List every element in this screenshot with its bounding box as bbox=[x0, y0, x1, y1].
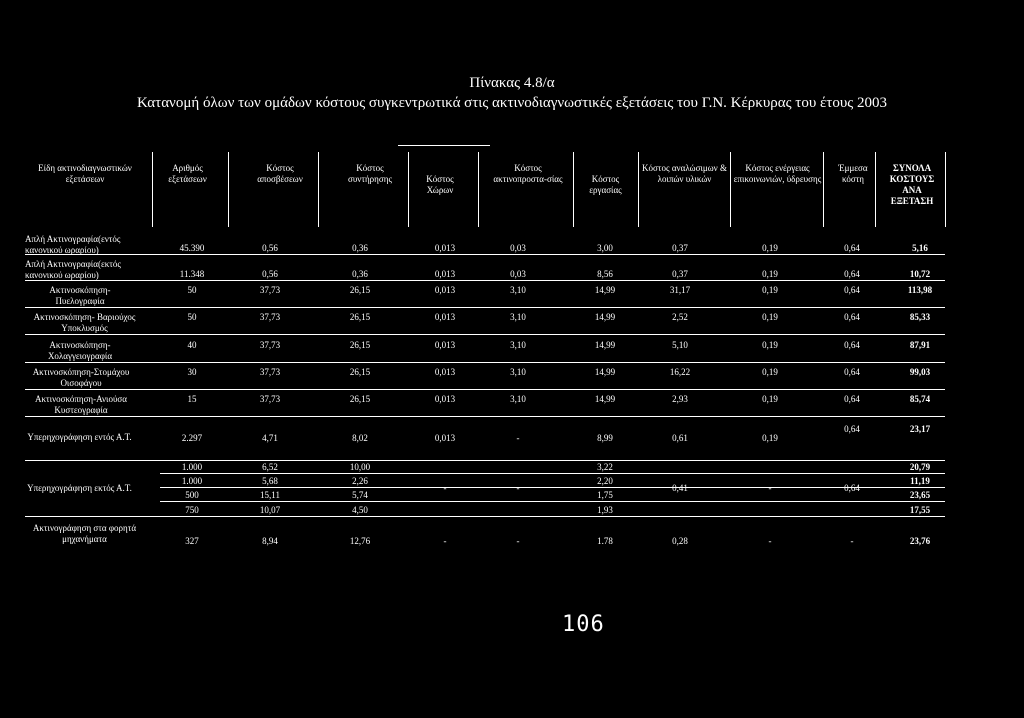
table-cell: 0,013 bbox=[434, 269, 456, 279]
table-cell: 17,55 bbox=[909, 505, 931, 515]
divider bbox=[160, 473, 945, 474]
table-cell: 15,11 bbox=[260, 490, 280, 500]
row-label: Υπερηχογράφηση εκτός Α.Τ. bbox=[27, 483, 132, 493]
table-cell: 0,013 bbox=[434, 433, 456, 443]
divider bbox=[398, 145, 490, 146]
header-depreciation: Κόστος αποσβέσεων bbox=[257, 163, 303, 184]
header-labor: Κόστος εργασίας bbox=[589, 174, 622, 195]
table-cell: 5,74 bbox=[352, 490, 368, 500]
row-label: Ακτινοσκόπηση- Χολαγγειογραφία bbox=[47, 340, 113, 361]
table-cell: 3,00 bbox=[597, 243, 613, 253]
table-cell: 8,94 bbox=[262, 536, 278, 546]
table-cell: - bbox=[516, 483, 520, 493]
header-totals: ΣΥΝΟΛΑ ΚΟΣΤΟΥΣ ΑΝΑ ΕΞΕΤΑΣΗ bbox=[889, 163, 935, 206]
row-label: Ακτινοσκόπηση- Πυελογραφία bbox=[49, 285, 111, 306]
header-consumables: Κόστος αναλώσιμων & λοιπών υλικών bbox=[642, 163, 727, 184]
table-cell: 2,52 bbox=[672, 312, 688, 322]
table-cell: 0,013 bbox=[434, 285, 456, 295]
table-cell: 0,37 bbox=[672, 269, 688, 279]
table-cell: 15 bbox=[187, 394, 197, 404]
table-cell: 37,73 bbox=[259, 394, 281, 404]
table-cell: - bbox=[516, 536, 520, 546]
table-cell: 99,03 bbox=[909, 367, 931, 377]
table-cell: 5,10 bbox=[672, 340, 688, 350]
row-label: Ακτινοσκόπηση-Στομάχου Οισοφάγου bbox=[32, 367, 130, 388]
table-cell: 0,013 bbox=[434, 340, 456, 350]
table-cell: 2,20 bbox=[597, 476, 613, 486]
table-cell: 0,61 bbox=[672, 433, 688, 443]
table-cell: - bbox=[768, 536, 772, 546]
table-cell: 37,73 bbox=[259, 285, 281, 295]
table-cell: 4,50 bbox=[352, 505, 368, 515]
table-cell: 37,73 bbox=[259, 340, 281, 350]
table-cell: 11,19 bbox=[910, 476, 930, 486]
table-cell: 0,03 bbox=[510, 243, 526, 253]
table-cell: 26,15 bbox=[349, 340, 371, 350]
table-cell: 10,00 bbox=[349, 462, 371, 472]
table-cell: 3,10 bbox=[510, 394, 526, 404]
row-label: Απλή Ακτινογραφία(εντός κανονικού ωραρίου) bbox=[25, 234, 121, 255]
table-cell: 1.000 bbox=[181, 462, 203, 472]
table-cell: 327 bbox=[185, 536, 199, 546]
table-cell: 0,37 bbox=[672, 243, 688, 253]
header-exam-count: Αριθμός εξετάσεων bbox=[168, 163, 207, 184]
divider bbox=[152, 152, 153, 227]
table-cell: 2,26 bbox=[352, 476, 368, 486]
page-number: 106 bbox=[562, 612, 605, 637]
table-cell: 0,19 bbox=[762, 394, 778, 404]
table-cell: 0,56 bbox=[262, 269, 278, 279]
table-cell: 50 bbox=[187, 312, 197, 322]
table-cell: 0,013 bbox=[434, 394, 456, 404]
table-cell: 14,99 bbox=[594, 394, 616, 404]
table-cell: 3,10 bbox=[510, 367, 526, 377]
header-space: Κόστος Χώρων bbox=[426, 174, 454, 195]
divider bbox=[478, 152, 479, 227]
table-cell: 26,15 bbox=[349, 367, 371, 377]
table-cell: 31,17 bbox=[669, 285, 691, 295]
table-cell: 0,19 bbox=[762, 367, 778, 377]
table-cell: 40 bbox=[187, 340, 197, 350]
table-cell: 85,74 bbox=[909, 394, 931, 404]
table-cell: 14,99 bbox=[594, 340, 616, 350]
table-cell: 26,15 bbox=[349, 394, 371, 404]
table-cell: 8,02 bbox=[352, 433, 368, 443]
table-cell: 0,64 bbox=[844, 340, 860, 350]
divider bbox=[25, 516, 945, 517]
table-cell: 0,36 bbox=[352, 243, 368, 253]
row-label: Υπερηχογράφηση εντός Α.Τ. bbox=[27, 432, 132, 442]
divider bbox=[875, 152, 876, 227]
table-cell: 0,36 bbox=[352, 269, 368, 279]
table-cell: 20,79 bbox=[909, 462, 931, 472]
table-cell: 30 bbox=[187, 367, 197, 377]
table-cell: 14,99 bbox=[594, 367, 616, 377]
table-subtitle: Κατανομή όλων των ομάδων κόστους συγκεντρωτικά στις ακτινοδιαγνωστικές εξετάσεις του Γ.Ν. Κέρκυρας του έτους 2003 bbox=[137, 95, 887, 111]
table-cell: 50 bbox=[187, 285, 197, 295]
table-title: Πίνακας 4.8/α bbox=[469, 75, 555, 91]
table-cell: 0,03 bbox=[510, 269, 526, 279]
table-cell: 87,91 bbox=[909, 340, 931, 350]
table-cell: 0,64 bbox=[844, 424, 860, 434]
table-cell: 12,76 bbox=[349, 536, 371, 546]
table-cell: 0,28 bbox=[672, 536, 688, 546]
divider bbox=[25, 307, 945, 308]
divider bbox=[638, 152, 639, 227]
table-cell: - bbox=[516, 433, 520, 443]
header-maintenance: Κόστος συντήρησης bbox=[347, 163, 393, 184]
divider bbox=[25, 334, 945, 335]
divider bbox=[408, 152, 409, 227]
table-cell: - bbox=[443, 483, 447, 493]
table-cell: 0,64 bbox=[844, 483, 860, 493]
table-cell: 45.390 bbox=[179, 243, 205, 253]
table-cell: 3,10 bbox=[510, 312, 526, 322]
table-cell: 26,15 bbox=[349, 285, 371, 295]
row-label: Ακτινοσκόπηση- Βαριούχος Υποκλυσμός bbox=[33, 312, 136, 333]
table-cell: 10,72 bbox=[909, 269, 931, 279]
divider bbox=[228, 152, 229, 227]
table-cell: 0,56 bbox=[262, 243, 278, 253]
table-cell: 0,19 bbox=[762, 340, 778, 350]
table-cell: 750 bbox=[185, 505, 199, 515]
table-cell: 26,15 bbox=[349, 312, 371, 322]
table-cell: 14,99 bbox=[594, 312, 616, 322]
header-radioprotection: Κόστος ακτινοπροστα-σίας bbox=[493, 163, 563, 184]
table-cell: 2.297 bbox=[181, 433, 203, 443]
table-cell: 5,16 bbox=[912, 243, 928, 253]
table-cell: 23,76 bbox=[909, 536, 931, 546]
table-cell: 0,64 bbox=[844, 394, 860, 404]
header-indirect: Έμμεσα κόστη bbox=[838, 163, 868, 184]
divider bbox=[25, 280, 945, 281]
row-label: Ακτινοσκόπηση-Ανιούσα Κυστεογραφία bbox=[35, 394, 127, 415]
divider bbox=[730, 152, 731, 227]
divider bbox=[573, 152, 574, 227]
divider bbox=[25, 416, 945, 417]
divider bbox=[25, 362, 945, 363]
table-cell: 8,56 bbox=[597, 269, 613, 279]
table-cell: 5,68 bbox=[262, 476, 278, 486]
table-cell: 16,22 bbox=[669, 367, 691, 377]
table-cell: 23,65 bbox=[909, 490, 931, 500]
table-cell: 85,33 bbox=[909, 312, 931, 322]
divider bbox=[160, 501, 945, 502]
table-cell: 0,64 bbox=[844, 269, 860, 279]
table-cell: 113,98 bbox=[907, 285, 933, 295]
table-cell: 4,71 bbox=[262, 433, 278, 443]
divider bbox=[25, 460, 945, 461]
table-cell: 3,10 bbox=[510, 340, 526, 350]
table-cell: - bbox=[850, 536, 854, 546]
table-cell: 0,013 bbox=[434, 312, 456, 322]
row-label: Ακτινογράφηση στα φορητά μηχανήματα bbox=[32, 523, 137, 544]
divider bbox=[25, 254, 945, 255]
table-cell: 37,73 bbox=[259, 312, 281, 322]
divider bbox=[945, 152, 946, 227]
table-cell: 1.000 bbox=[181, 476, 203, 486]
table-cell: 0,64 bbox=[844, 285, 860, 295]
table-cell: 0,013 bbox=[434, 243, 456, 253]
table-cell: 0,19 bbox=[762, 312, 778, 322]
table-cell: 0,19 bbox=[762, 433, 778, 443]
header-exam-type: Είδη ακτινοδιαγνωστικών εξετάσεων bbox=[38, 163, 132, 184]
table-cell: 500 bbox=[185, 490, 199, 500]
table-cell: 0,64 bbox=[844, 312, 860, 322]
divider bbox=[823, 152, 824, 227]
table-cell: 1.78 bbox=[597, 536, 613, 546]
table-cell: - bbox=[443, 536, 447, 546]
table-cell: 23,17 bbox=[909, 424, 931, 434]
table-cell: 11.348 bbox=[179, 269, 205, 279]
table-cell: 3,10 bbox=[510, 285, 526, 295]
table-cell: 0,19 bbox=[762, 243, 778, 253]
table-cell: 14,99 bbox=[594, 285, 616, 295]
table-cell: 0,19 bbox=[762, 285, 778, 295]
divider bbox=[25, 389, 945, 390]
table-cell: - bbox=[768, 483, 772, 493]
table-cell: 0,41 bbox=[672, 483, 688, 493]
table-cell: 0,013 bbox=[434, 367, 456, 377]
row-label: Απλή Ακτινογραφία(εκτός κανονικού ωραρίου) bbox=[25, 259, 121, 280]
table-cell: 0,64 bbox=[844, 243, 860, 253]
table-cell: 8,99 bbox=[597, 433, 613, 443]
table-cell: 37,73 bbox=[259, 367, 281, 377]
table-cell: 10,07 bbox=[259, 505, 281, 515]
table-cell: 3,22 bbox=[597, 462, 613, 472]
table-cell: 6,52 bbox=[262, 462, 278, 472]
table-cell: 1,75 bbox=[597, 490, 613, 500]
table-cell: 2,93 bbox=[672, 394, 688, 404]
header-energy: Κόστος ενέργειας επικοινωνιών, ύδρευσης bbox=[733, 163, 822, 184]
table-cell: 0,64 bbox=[844, 367, 860, 377]
divider bbox=[318, 152, 319, 227]
table-cell: 1,93 bbox=[597, 505, 613, 515]
table-cell: 0,19 bbox=[762, 269, 778, 279]
